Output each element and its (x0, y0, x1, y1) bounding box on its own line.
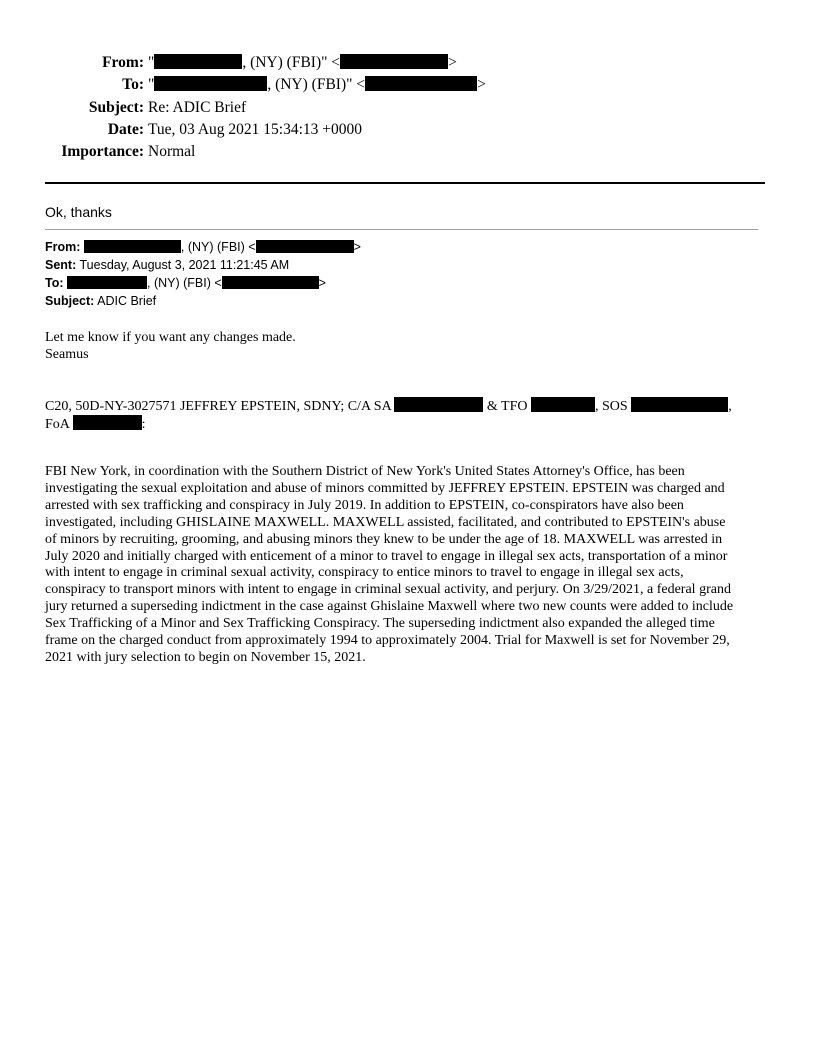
quote-divider (45, 229, 758, 230)
message-body (45, 329, 296, 363)
paragraph-line: with intent to engage in criminal sexual activity, conspiracy to entice minors to travel to engage in illegal sex acts, (45, 565, 684, 581)
to-value: " , (NY) (FBI)" < > (148, 76, 486, 94)
paragraph-line: arrested with sex trafficking and conspiracy in July 2019. In addition to EPSTEIN, co-conspirators have also been (45, 497, 684, 513)
redaction-box (256, 240, 354, 253)
paragraph-line: conspiracy to transport minors with intent to engage in criminal sexual activity, and perjury. On 3/29/2021, a federal grand (45, 582, 731, 598)
quoted-sent-row (45, 256, 361, 274)
header-date-row (0, 119, 700, 141)
case-caption: C20, 50D-NY-3027571 JEFFREY EPSTEIN, SDNY; C/A SA & TFO , SOS , FoA : (45, 399, 732, 432)
paragraph-line: jury returned a superseding indictment in the case against Ghislaine Maxwell where two new counts were added to include (45, 599, 734, 615)
signature: Seamus (45, 347, 89, 362)
redaction-box (154, 54, 242, 69)
brief-paragraph (45, 464, 770, 667)
header-from-row (0, 52, 700, 74)
redaction-box (154, 76, 267, 91)
redaction-box (73, 415, 142, 430)
quoted-from-label: From: (45, 240, 81, 254)
paragraph-line: investigated, including GHISLAINE MAXWELL. MAXWELL assisted, facilitated, and contributed to EPSTEIN's abuse (45, 514, 726, 530)
paragraph-line: 2021 with jury selection to begin on November 15, 2021. (45, 649, 366, 665)
redaction-box (67, 276, 147, 289)
quoted-sent-value: Tuesday, August 3, 2021 11:21:45 AM (79, 258, 290, 272)
email-header (0, 52, 700, 163)
redaction-box (365, 76, 477, 91)
paragraph-line: investigating the sexual exploitation and abuse of minors committed by JEFFREY EPSTEIN. EPSTEIN was charged and (45, 480, 725, 496)
paragraph-line: FBI New York, in coordination with the Southern District of New York's United States Attorney's Office, has been (45, 464, 685, 479)
importance-label: Importance: (61, 143, 144, 161)
quoted-subject-value: ADIC Brief (97, 294, 157, 308)
paragraph-line: Sex Trafficking of a Minor and Sex Trafficking Conspiracy. The superseding indictment also expanded the alleged time (45, 616, 715, 632)
header-subject-row (0, 97, 700, 119)
quoted-to-row: To: , (NY) (FBI) < > (45, 276, 326, 290)
date-label: Date: (107, 120, 144, 138)
paragraph-line: of minors by recruiting, grooming, and abusing minors they knew to be under the age of 18. MAXWELL was arrested in (45, 531, 723, 547)
message-line: Let me know if you want any changes made. (45, 330, 296, 345)
quoted-subject-row (45, 292, 361, 310)
importance-value: Normal (148, 143, 196, 161)
to-label: To: (122, 76, 144, 94)
header-divider (45, 182, 765, 184)
date-value: Tue, 03 Aug 2021 15:34:13 +0000 (148, 120, 362, 138)
subject-label: Subject: (88, 98, 144, 116)
quoted-subject-label: Subject: (45, 294, 95, 308)
redaction-box (222, 276, 319, 289)
redaction-box (340, 54, 448, 69)
redaction-box (394, 397, 483, 412)
redaction-box (531, 397, 595, 412)
quoted-sent-label: Sent: (45, 258, 77, 272)
quoted-from-row: From: , (NY) (FBI) < > (45, 240, 361, 254)
header-to-row (0, 74, 700, 96)
quoted-to-label: To: (45, 276, 64, 290)
paragraph-line: July 2020 and initially charged with enticement of a minor to travel to engage in illegal sex acts, transportation of a minor (45, 548, 728, 564)
paragraph-line: frame on the charged conduct from approximately 1994 to approximately 2004. Trial for Maxwell is set for November 29, (45, 633, 730, 649)
redaction-box (631, 397, 728, 412)
from-label: From: (102, 54, 144, 71)
from-value: " , (NY) (FBI)" < > (148, 54, 457, 71)
subject-value: Re: ADIC Brief (148, 98, 247, 116)
reply-text: Ok, thanks (45, 204, 112, 220)
quoted-header (45, 238, 361, 310)
redaction-box (84, 240, 181, 253)
header-importance-row (0, 141, 700, 163)
